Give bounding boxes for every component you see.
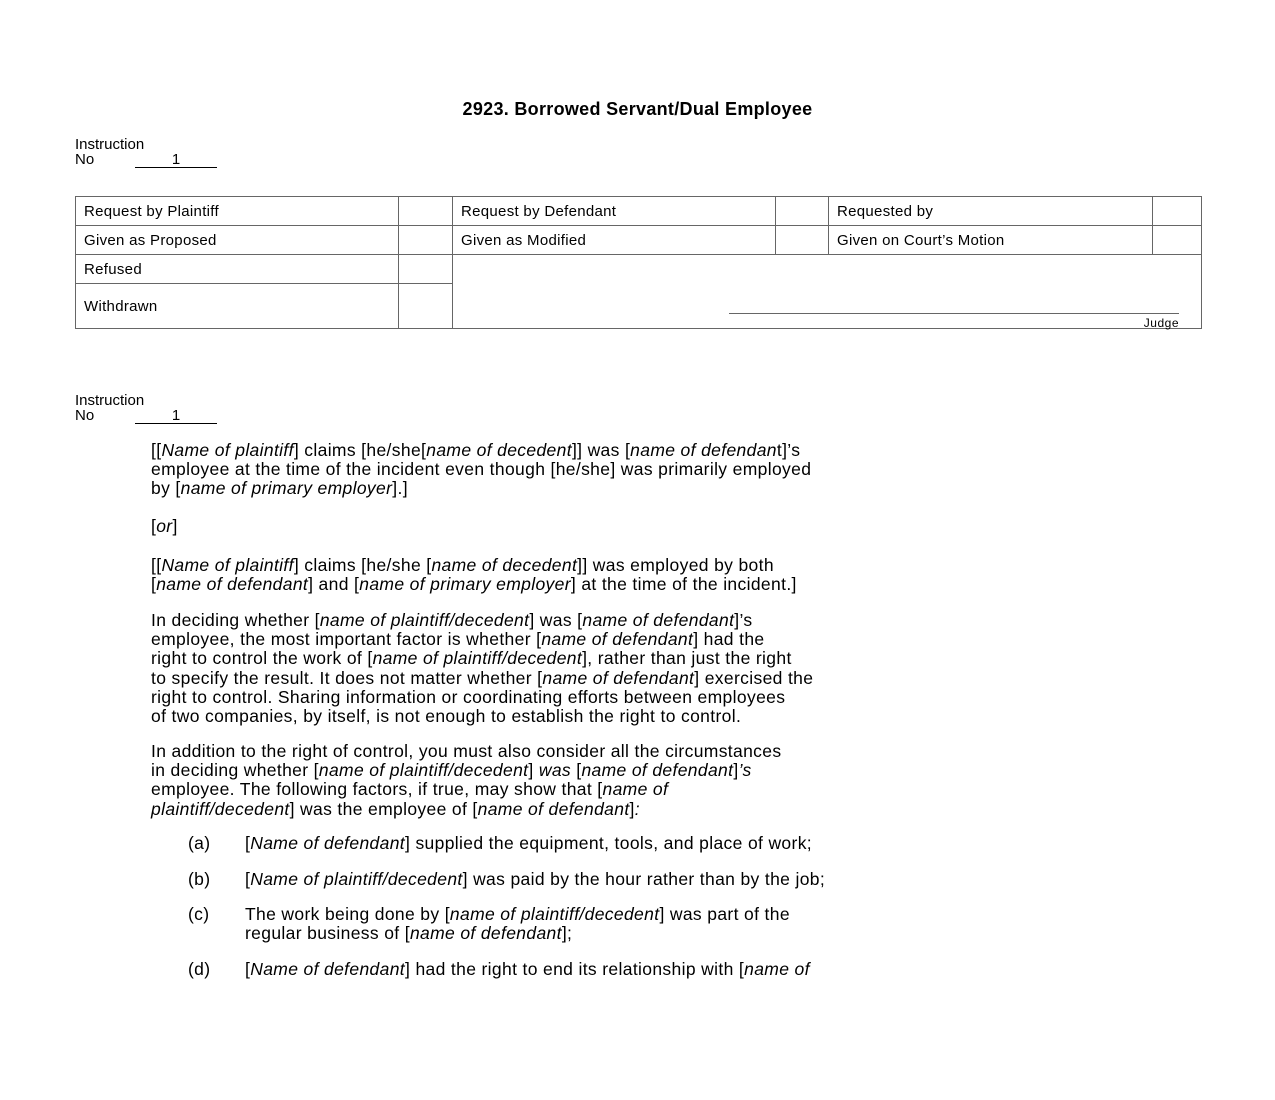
text-line (151, 630, 813, 649)
text-segment: regular business of [ (245, 923, 410, 944)
text-segment: ] exercised the (694, 667, 814, 688)
judge-signature-cell (453, 255, 1202, 329)
text-segment: ], rather than just the right (582, 648, 792, 669)
text-segment: ]] was [ (571, 440, 631, 460)
text-segment: to specify the result. It does not matter whether [ (151, 667, 543, 688)
text-line (151, 575, 797, 594)
factor-label: (a) (188, 833, 211, 853)
factor-text (245, 834, 812, 853)
text-segment: [ (151, 574, 157, 595)
placeholder-text: name of primary employer (359, 574, 571, 595)
text-segment: t]’s (776, 440, 801, 460)
text-line (151, 517, 178, 536)
placeholder-text: name of decedent (426, 440, 572, 460)
given-as-modified-label: Given as Modified (453, 226, 776, 255)
text-segment: ] was the employee of [ (289, 798, 478, 819)
text-segment: of two companies, by itself, is not enough to establish the right to control. (151, 705, 742, 726)
text-segment: ] (733, 760, 739, 781)
withdrawn-label: Withdrawn (76, 284, 399, 329)
instruction-number: 1 (135, 153, 217, 168)
judge-label: Judge (1143, 316, 1179, 330)
text-segment: ] (528, 760, 539, 781)
text-segment: right to control. Sharing information or coordinating efforts between employees (151, 686, 786, 707)
text-segment: ] and [ (308, 574, 360, 595)
placeholder-text: Name of plaintiff (161, 440, 294, 460)
text-segment: ] (172, 516, 178, 536)
text-line (151, 460, 811, 479)
page-title: 2923. Borrowed Servant/Dual Employee (462, 99, 813, 119)
instruction-label: Instruction (75, 136, 145, 153)
placeholder-text: Name of defendant (250, 959, 406, 979)
placeholder-text: name of defendant (542, 667, 695, 688)
text-segment: ]] was employed by both (577, 555, 774, 575)
judge-signature-line[interactable] (729, 313, 1179, 314)
text-segment: ]’s (734, 610, 753, 630)
factor-label: (c) (188, 904, 210, 924)
text-line (151, 780, 781, 799)
placeholder-text: name of plaintiff/decedent (449, 904, 660, 924)
text-segment: [ (245, 869, 251, 889)
text-line (245, 905, 790, 924)
text-segment: [ (245, 959, 251, 979)
placeholder-text: name of plaintiff/decedent (318, 760, 529, 781)
placeholder-text: name of defendant (477, 798, 630, 819)
text-segment: [[ (151, 440, 162, 460)
given-as-proposed-checkbox[interactable] (399, 226, 453, 255)
text-segment: In addition to the right of control, you must also consider all the circumstances (151, 741, 782, 761)
placeholder-text: name of defendant (409, 923, 562, 944)
instruction-number: 1 (135, 409, 217, 424)
placeholder-text: Name of plaintiff (161, 555, 294, 575)
text-segment: In deciding whether [ (151, 610, 320, 630)
text-line (151, 688, 813, 707)
text-line (151, 707, 813, 726)
placeholder-text: was (538, 760, 571, 781)
given-as-modified-checkbox[interactable] (776, 226, 829, 255)
paragraph (151, 742, 781, 819)
text-line (151, 556, 797, 575)
no-label: No (75, 407, 95, 424)
placeholder-text: name of decedent (431, 555, 578, 575)
placeholder-text: name of defendant (582, 610, 735, 630)
factor-text (245, 960, 810, 979)
placeholder-text: Name of defendant (250, 833, 406, 853)
placeholder-text: name of (602, 779, 669, 800)
text-segment: ] claims [he/she[ (293, 440, 427, 460)
text-segment: ] had the (693, 629, 765, 650)
text-line (151, 441, 811, 460)
text-segment: ] claims [he/she [ (293, 555, 432, 575)
placeholder-text: name of primary employer (180, 478, 393, 499)
instruction-body-number-header (75, 393, 217, 424)
text-segment: [[ (151, 555, 162, 575)
placeholder-text: : (634, 798, 640, 819)
text-segment: employee at the time of the incident even though [he/she] was primarily employed (151, 459, 812, 480)
placeholder-text: name of defendan (630, 440, 777, 460)
refused-label: Refused (76, 255, 399, 284)
placeholder-text: name of (744, 959, 810, 979)
text-segment: by [ (151, 478, 181, 499)
request-by-defendant-label: Request by Defendant (453, 197, 776, 226)
text-segment: ] at the time of the incident.] (570, 574, 797, 595)
factor-text (245, 905, 790, 943)
placeholder-text: ’s (738, 760, 752, 781)
instruction-label: Instruction (75, 392, 145, 409)
instruction-disposition-table (75, 196, 1202, 329)
text-line (245, 960, 810, 979)
text-segment: ] had the right to end its relationship with [ (405, 959, 745, 979)
factor-text (245, 870, 825, 889)
placeholder-text: Name of plaintiff/decedent (250, 869, 463, 889)
request-by-plaintiff-label: Request by Plaintiff (76, 197, 399, 226)
placeholder-text: name of plaintiff/decedent (372, 648, 583, 669)
paragraph (151, 517, 178, 536)
placeholder-text: name of plaintiff/decedent (319, 610, 530, 630)
withdrawn-checkbox[interactable] (399, 284, 453, 329)
requested-by-checkbox[interactable] (1153, 197, 1202, 226)
request-by-plaintiff-checkbox[interactable] (399, 197, 453, 226)
text-segment: employee. The following factors, if true, may show that [ (151, 779, 603, 800)
text-segment: ] was part of the (659, 904, 790, 924)
request-by-defendant-checkbox[interactable] (776, 197, 829, 226)
text-segment: [ (151, 516, 157, 536)
text-segment: ] supplied the equipment, tools, and place of work; (405, 833, 813, 853)
text-segment: [ (571, 760, 582, 781)
text-segment: in deciding whether [ (151, 760, 319, 781)
text-line (151, 649, 813, 668)
text-line (245, 924, 790, 943)
refused-checkbox[interactable] (399, 255, 453, 284)
text-line (151, 479, 811, 498)
placeholder-text: plaintiff/decedent (151, 798, 290, 819)
text-line (245, 870, 825, 889)
placeholder-text: or (156, 516, 173, 536)
factor-label: (b) (188, 869, 211, 889)
paragraph (151, 556, 797, 594)
text-segment: The work being done by [ (245, 904, 450, 924)
text-line (245, 834, 812, 853)
given-as-proposed-label: Given as Proposed (76, 226, 399, 255)
given-on-courts-motion-checkbox[interactable] (1153, 226, 1202, 255)
paragraph (151, 441, 811, 499)
text-line (151, 761, 781, 780)
text-line (151, 800, 781, 819)
text-line (151, 611, 813, 630)
text-line (151, 742, 781, 761)
given-on-courts-motion-label: Given on Court’s Motion (829, 226, 1153, 255)
text-segment: ]; (561, 923, 573, 944)
instruction-number-header (75, 137, 217, 168)
requested-by-label: Requested by (829, 197, 1153, 226)
text-segment: ] was [ (529, 610, 583, 630)
text-segment: ].] (392, 478, 408, 499)
text-segment: ] was paid by the hour rather than by the job; (462, 869, 826, 889)
placeholder-text: name of defendant (541, 629, 694, 650)
text-segment: ] (629, 798, 635, 819)
placeholder-text: name of defendant (581, 760, 734, 781)
placeholder-text: name of defendant (156, 574, 309, 595)
text-segment: employee, the most important factor is whether [ (151, 629, 542, 650)
text-segment: right to control the work of [ (151, 648, 373, 669)
paragraph (151, 611, 813, 726)
text-segment: [ (245, 833, 251, 853)
no-label: No (75, 151, 95, 168)
text-line (151, 669, 813, 688)
factor-label: (d) (188, 959, 211, 979)
